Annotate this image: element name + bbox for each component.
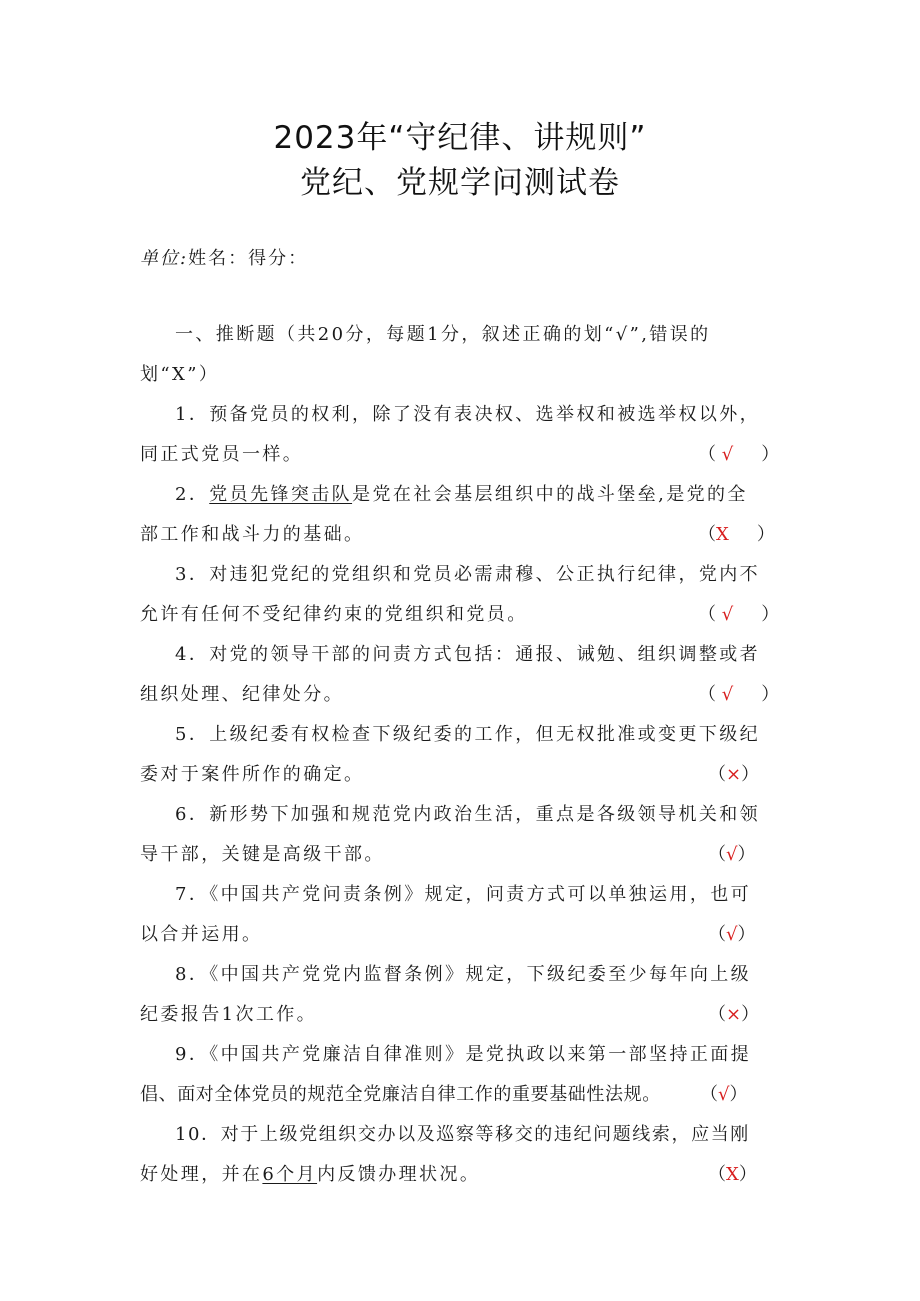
question-5: 5．上级纪委有权检查下级纪委的工作，但无权批准或变更下级纪 — [175, 724, 761, 745]
exam-meta — [140, 244, 308, 270]
answer-9: （√） — [700, 1084, 748, 1105]
answer-1: （ √ ） — [698, 444, 780, 465]
answer-2: （X ） — [698, 524, 775, 545]
underlined-term: 6个月 — [262, 1164, 318, 1185]
answer-mark: X — [716, 524, 729, 545]
question-5-cont: 委对于案件所作的确定。 — [140, 764, 365, 785]
question-6-cont: 导干部，关键是高级干部。 — [140, 844, 385, 865]
question-1: 1．预备党员的权利，除了没有表决权、选举权和被选举权以外， — [175, 404, 761, 425]
answer-mark: √ — [718, 1084, 730, 1105]
question-10-text-b: 内反馈办理状况。 — [317, 1164, 481, 1185]
answer-mark: √ — [721, 684, 734, 705]
question-8: 8．《中国共产党党内监督条例》规定，下级纪委至少每年向上级 — [175, 964, 752, 985]
question-7: 7．《中国共产党问责条例》规定，问责方式可以单独运用，也可 — [175, 884, 752, 905]
answer-7: （√） — [708, 924, 756, 945]
answer-4: （ √ ） — [698, 684, 780, 705]
question-3-cont: 允许有任何不受纪律约束的党组织和党员。 — [140, 604, 528, 625]
name-score-label: 姓名：得分： — [188, 248, 309, 269]
unit-label: 单位: — [140, 248, 189, 269]
section-heading-cont: 划“X”） — [140, 364, 220, 385]
question-2 — [175, 480, 748, 506]
question-4: 4．对党的领导干部的问责方式包括：通报、诫勉、组织调整或者 — [175, 644, 761, 665]
answer-mark: × — [726, 764, 742, 785]
answer-3: （ √ ） — [698, 604, 780, 625]
question-10-cont — [140, 1160, 480, 1186]
answer-mark: √ — [721, 604, 734, 625]
answer-5: （×） — [708, 764, 760, 785]
question-2-number: 2． — [175, 484, 210, 505]
question-9-cont: 倡、面对全体党员的规范全党廉洁自律工作的重要基础性法规。 — [140, 1084, 661, 1105]
answer-mark: X — [726, 1164, 739, 1185]
underlined-term: 党员先锋突击队 — [209, 484, 353, 505]
question-6: 6．新形势下加强和规范党内政治生活，重点是各级领导机关和领 — [175, 804, 761, 825]
question-2-cont: 部工作和战斗力的基础。 — [140, 524, 365, 545]
question-2-text: 是党在社会基层组织中的战斗堡垒,是党的全 — [352, 484, 748, 505]
answer-10: （X） — [708, 1164, 757, 1185]
answer-8: （×） — [708, 1004, 760, 1025]
question-7-cont: 以合并运用。 — [140, 924, 263, 945]
question-3: 3．对违犯党纪的党组织和党员必需肃穆、公正执行纪律，党内不 — [175, 564, 761, 585]
section-heading: 一、推断题（共20分，每题1分，叙述正确的划“√”,错误的 — [175, 324, 711, 345]
question-1-cont: 同正式党员一样。 — [140, 444, 304, 465]
question-8-cont: 纪委报告1次工作。 — [140, 1004, 318, 1025]
question-10: 10．对于上级党组织交办以及巡察等移交的违纪问题线索，应当刚 — [175, 1124, 750, 1145]
question-10-text-a: 好处理，并在 — [140, 1164, 263, 1185]
question-9: 9．《中国共产党廉洁自律准则》是党执政以来第一部坚持正面提 — [175, 1044, 752, 1065]
answer-mark: √ — [726, 844, 738, 865]
answer-mark: √ — [721, 444, 734, 465]
answer-mark: √ — [726, 924, 738, 945]
answer-mark: × — [726, 1004, 742, 1025]
answer-6: （√） — [708, 844, 756, 865]
page-title-line1: 2023年“守纪律、讲规则” — [273, 120, 647, 156]
question-4-cont: 组织处理、纪律处分。 — [140, 684, 344, 705]
page-title-line2: 党纪、党规学问测试卷 — [300, 165, 620, 201]
